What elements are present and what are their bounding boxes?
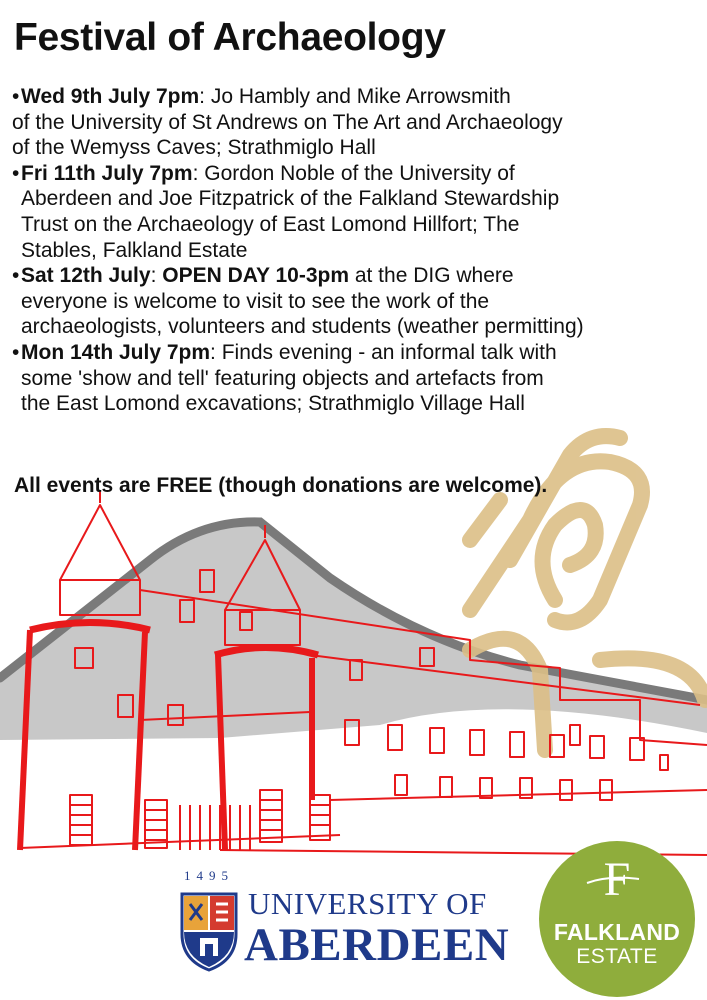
event-date: Mon 14th July 7pm: [21, 340, 211, 364]
event-date: Fri 11th July 7pm: [21, 161, 193, 185]
university-name-line1: UNIVERSITY OF: [248, 886, 487, 921]
falkland-name: FALKLAND: [553, 919, 681, 945]
founding-year: 1495: [184, 868, 234, 883]
estate-name: ESTATE: [576, 945, 658, 968]
separator: :: [210, 340, 216, 364]
event-item: [12, 84, 707, 161]
bullet: •: [12, 340, 20, 364]
event-text: at the DIG where: [349, 264, 514, 288]
event-item: [12, 161, 707, 263]
bullet: •: [12, 85, 20, 108]
event-text: Finds evening - an informal talk with: [215, 340, 557, 364]
events-list: [12, 84, 707, 417]
separator: :: [150, 264, 157, 288]
bullet: •: [12, 264, 20, 288]
falkland-estate-logo: [539, 841, 695, 997]
falkland-mark: F: [603, 853, 631, 906]
free-events-note: All events are FREE (though donations are welcome).: [14, 474, 548, 497]
event-date: Sat 12th July: [21, 264, 151, 288]
event-line: Stables, Falkland Estate: [21, 238, 248, 262]
event-line: everyone is welcome to visit to see the work of the: [21, 289, 490, 313]
event-date: Wed 9th July 7pm: [21, 85, 200, 108]
event-line: of the University of St Andrews on The Art and Archaeology: [12, 110, 563, 134]
event-line: of the Wemyss Caves; Strathmiglo Hall: [12, 136, 376, 160]
separator: :: [199, 85, 205, 108]
event-line: Trust on the Archaeology of East Lomond Hillfort; The: [21, 212, 520, 236]
open-day-highlight: OPEN DAY 10-3pm: [162, 264, 349, 288]
event-line: Aberdeen and Joe Fitzpatrick of the Falkland Stewardship: [21, 187, 560, 211]
event-line: archaeologists, volunteers and students (weather permitting): [21, 315, 584, 339]
university-name-line2: ABERDEEN: [244, 919, 510, 971]
event-line: some 'show and tell' featuring objects and artefacts from: [21, 366, 544, 390]
separator: :: [192, 161, 199, 185]
event-text: Jo Hambly and Mike Arrowsmith: [205, 85, 511, 108]
university-of-aberdeen-logo: [178, 868, 508, 978]
page-title: Festival of Archaeology: [14, 16, 446, 59]
east-lomond-hill: [0, 522, 707, 740]
event-text: Gordon Noble of the University of: [198, 161, 515, 185]
bullet: •: [12, 161, 20, 185]
event-item: [12, 340, 707, 417]
university-crest-icon: [178, 890, 240, 972]
event-item: [12, 263, 707, 340]
event-line: the East Lomond excavations; Strathmiglo Village Hall: [21, 392, 525, 416]
